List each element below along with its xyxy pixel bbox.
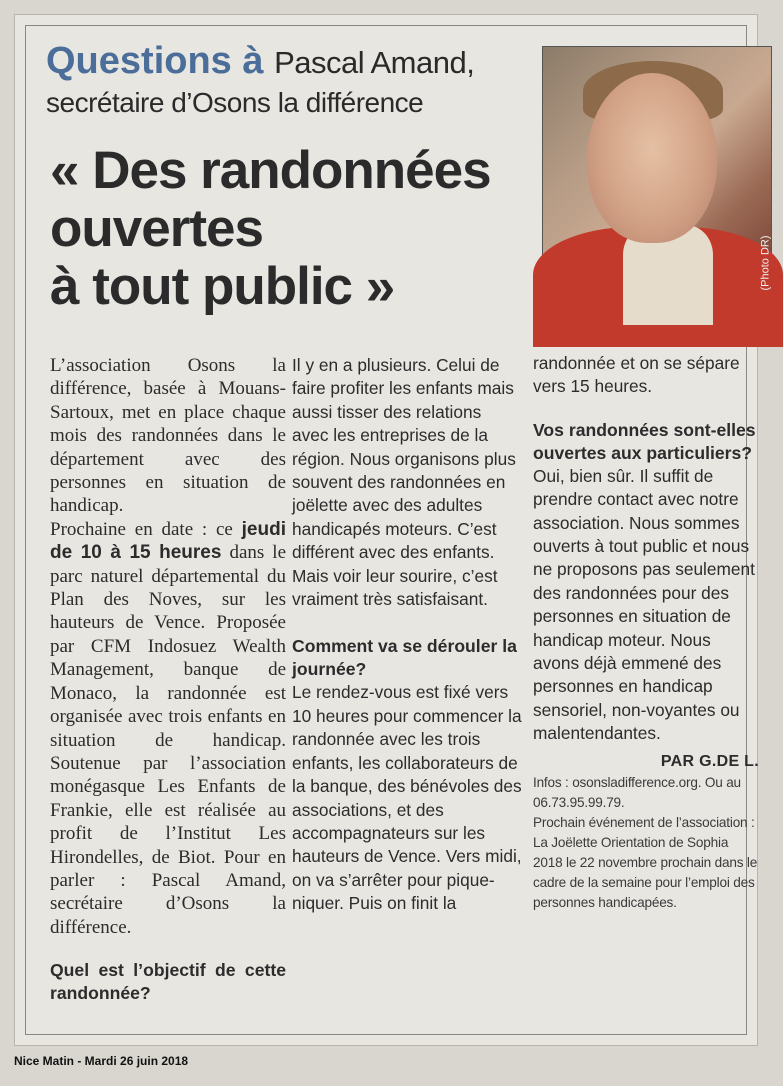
questions-label: Questions à — [46, 40, 264, 82]
person-role: secrétaire d’Osons la différence — [46, 87, 424, 118]
next-event-details: dans le parc naturel départemental du Plan des Noves, sur les hauteurs de Vence. Proposée par CFM Indosuez Wealth Management, banque de Monaco, la randonnée est organisée avec trois enfants en situation de handicap. Soutenue par l’association monégasque Les Enfants de Frankie, elle est réalisée au profit de l’Institut Les Hirondelles, de Biot. Pour en parler : Pascal Amand, secrétaire d’Osons la différence. — [50, 542, 287, 938]
questions-line — [46, 40, 536, 84]
question-1: Quel est l’objectif de cette randonnée? — [50, 960, 286, 1004]
portrait-photo — [542, 46, 772, 324]
column-1 — [50, 354, 286, 1005]
answer-2-end: randonnée et on se sépare vers 15 heures. — [533, 353, 740, 397]
question-2: Comment va se dérouler la journée? — [292, 636, 517, 680]
headline-line-1: « Des randonnées — [50, 141, 491, 200]
headline-line-3: à tout public » — [50, 257, 395, 316]
next-event-pre: Prochaine en date : ce — [50, 518, 233, 540]
column-2 — [292, 354, 522, 916]
person-name: Pascal Amand, — [274, 45, 475, 80]
answer-1: Il y en a plusieurs. Celui de faire profiter les enfants mais aussi tisser des relations avec les entreprises de la région. Nous organisons plus souvent des randonnées en joëlette avec des adultes handicapés moteurs. C’est différent avec des enfants. Mais voir leur sourire, c’est vraiment très satisfaisant. — [292, 355, 516, 610]
intro-paragraph: L’association Osons la différence, basée à Mouans-Sartoux, met en place chaque mois des randonnées dans le département avec des personnes en situation de handicap. — [50, 355, 286, 517]
photo-face — [587, 73, 717, 243]
info-contact: Infos : osonsladifference.org. Ou au 06.73.95.99.79. — [533, 775, 741, 811]
headline-line-2: ouvertes — [50, 199, 263, 258]
next-event-paragraph — [50, 518, 286, 939]
next-event-date: jeudi de 10 à 15 heures — [50, 518, 286, 564]
question-3: Vos randonnées sont-elles ouvertes aux particuliers? — [533, 419, 756, 463]
answer-3: Oui, bien sûr. Il suffit de prendre contact avec notre association. Nous sommes ouverts à tout public et nous ne proposons pas seulement des randonnées pour des personnes en situation de handicap moteur. Nous avons déjà emmené des personnes en handicap sensoriel, non-voyantes ou malentendantes. — [533, 465, 755, 744]
article-frame — [25, 25, 772, 1035]
column-3 — [533, 352, 759, 913]
headline — [50, 142, 530, 316]
newspaper-clipping — [14, 14, 772, 1046]
signature: PAR G.DE L. — [660, 752, 759, 770]
source-footer: Nice Matin - Mardi 26 juin 2018 — [14, 1054, 189, 1068]
answer-2: Le rendez-vous est fixé vers 10 heures pour commencer la randonnée avec les trois enfants, les collaborateurs de la banque, des bénévoles des associations, et des accompagnateurs sur les hauteurs de Vence. Vers midi, on va s’arrêter pour pique-niquer. Puis on finit la — [292, 682, 522, 914]
photo-credit: (Photo DR) — [759, 235, 772, 291]
article-header — [46, 40, 536, 120]
info-next-event: Prochain événement de l’association : La Joëlette Orientation de Sophia 2018 le 22 novembre prochain dans le cadre de la semaine pour l’emploi des personnes handicapées. — [533, 815, 758, 911]
